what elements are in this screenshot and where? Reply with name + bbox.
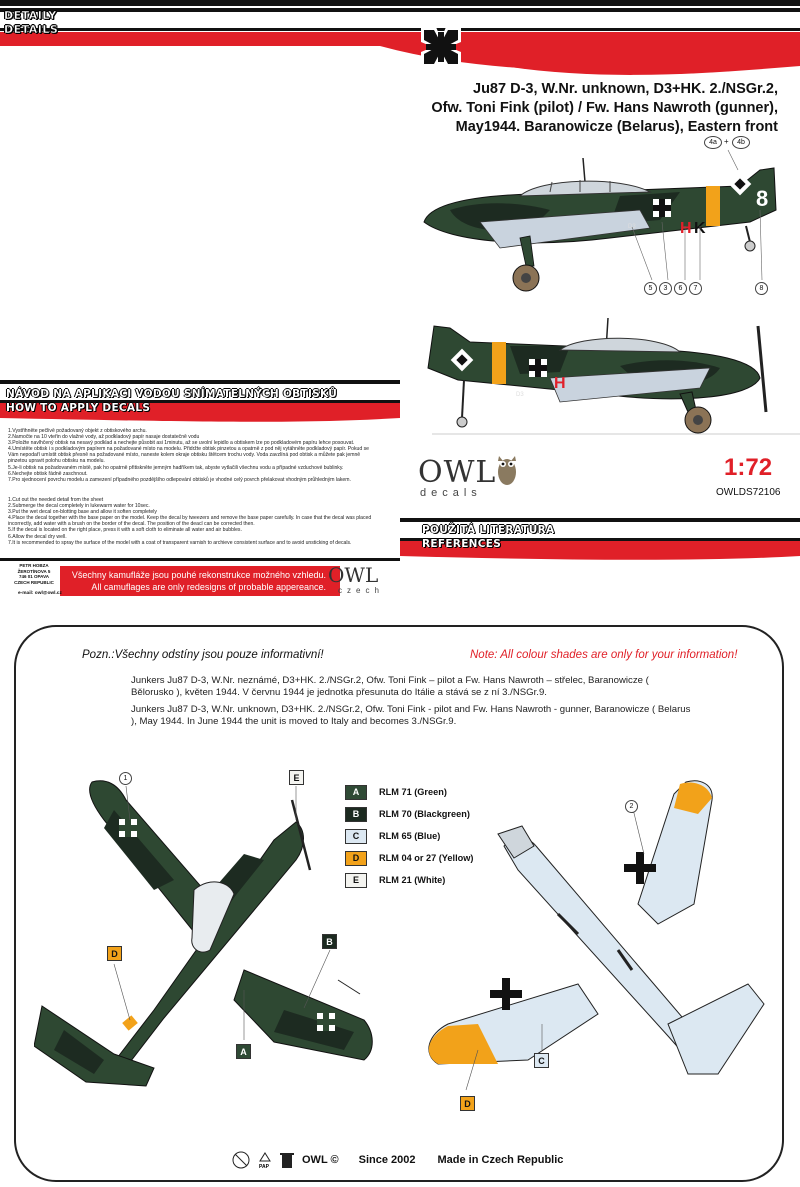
description-en: Junkers Ju87 D-3, W.Nr. unknown, D3+HK. 2./NSGr.2, Ofw. Toni Fink - pilot and Fw. Hans Nawroth - gunner, Baranowicze ( Belarus ), May 1944. In June 1944 the unit is moved to Italy and becomes 3./NSGr.9. — [131, 704, 691, 727]
plan-callout-c: C — [534, 1053, 549, 1068]
legend-swatch-c: C — [345, 829, 367, 844]
plan-callout-1: 1 — [119, 772, 132, 785]
address-line: 746 01 OPAVA — [18, 574, 49, 579]
callout-6: 6 — [674, 282, 687, 295]
aircraft-title — [358, 80, 778, 137]
legend-label-a: RLM 71 (Green) — [379, 787, 447, 797]
footer-made: Made in Czech Republic — [437, 1154, 564, 1166]
note-en: Note: All colour shades are only for your information! — [470, 649, 738, 661]
instr-cz-line: 2.Namočte na 10 vteřin do vlažné vody, až podkladový papír nasaje dostatečně vodu — [8, 434, 200, 441]
side-profile-right — [410, 312, 800, 442]
instr-cz-line: 7.Pro sjednocení povrchu modelu a zamezení případného pozdějšího odlepování obtisků je vhodné celý povrch přelakovat vhodným průhledným lakem. — [8, 476, 351, 483]
instr-en-line: 7.It is recommended to spray the surface of the model with a coat of transparent varnish to archieve consistent surface and to avoid unsticking of decals. — [8, 539, 352, 546]
instructions-tag-cz: NÁVOD NA APLIKACI VODOU SNÍMATELNÝCH OBTISKŮ — [6, 388, 338, 400]
references-tag-en: REFERENCES — [422, 538, 502, 550]
callout-8: 8 — [755, 282, 768, 295]
instr-cz-line: pinzetou upravit polohu obtisku na modelu. — [8, 458, 105, 465]
footer-since: Since 2002 — [358, 1154, 416, 1166]
instr-cz-line: Vám nepodaří umístit obtisk přesně na požadované místo, naneste kolem okraje obtisku štětcem trochu vody. Voda zavzlíná pod obtisk a můžete pak jemně — [8, 452, 361, 459]
references-tag-cz: POUŽITÁ LITERATURA — [422, 524, 555, 536]
address-line: CZECH REPUBLIC — [14, 579, 54, 585]
code-d3: D3 — [628, 224, 636, 230]
email-text: e-mail: owl@owl.cz — [18, 591, 62, 596]
owl-czech-logo: OWL — [328, 563, 379, 587]
camo-note-cz: Všechny kamufláže jsou pouhé rekonstrukce možného vzhledu. — [71, 570, 326, 580]
address-block — [6, 563, 62, 585]
product-code: OWLDS72106 — [716, 487, 781, 498]
tail-number-right: 8 — [428, 368, 441, 393]
camo-note-en: All camuflages are only redesigns of probable appereance. — [91, 582, 326, 592]
legend-label-d: RLM 04 or 27 (Yellow) — [379, 853, 474, 863]
trash-bin-icon — [280, 1151, 294, 1169]
plan-callout-d-top: D — [107, 946, 122, 961]
legend-label-e: RLM 21 (White) — [379, 875, 446, 885]
owl-bird-icon — [496, 452, 518, 486]
details-tag-cz: DETAILY — [4, 9, 57, 22]
address-line: PETR HOBZA — [19, 563, 49, 568]
instr-en-line: 4.Place the decal together with the base paper on the model. Keep the decal by tweezers and remove the base paper carefully. In case that the decal was placed — [8, 515, 372, 522]
code-h: H — [680, 220, 692, 237]
side-profile-left — [410, 130, 800, 310]
instr-en-line: 1.Cut out the needed detail from the sheet — [8, 497, 104, 503]
code-d3-right: D3 — [516, 392, 524, 398]
title-line-3: May1944. Baranowicze (Belarus), Eastern front — [455, 119, 778, 135]
callout-4b: 4b — [732, 136, 750, 149]
legend-label-b: RLM 70 (Blackgreen) — [379, 809, 470, 819]
top-view-plan — [34, 770, 374, 1150]
callout-3: 3 — [659, 282, 672, 295]
plan-callout-2: 2 — [625, 800, 638, 813]
plan-callout-e: E — [289, 770, 304, 785]
instr-cz-line: 6.Nechejte obtisk řádně zaschnout. — [8, 470, 88, 477]
footer-brand: OWL © — [302, 1154, 339, 1166]
instructions-cz — [8, 428, 396, 483]
description-cz: Junkers Ju87 D-3, W.Nr. neznámé, D3+HK. 2./NSGr.2, Ofw. Toni Fink – pilot a Fw. Hans Nawroth – střelec, Baranowicze ( Bělorusko ), květen 1944. V červnu 1944 je jednotka přesunuta do Itálie a stává se z ní 3./NSGr.9. — [131, 675, 649, 698]
note-cz: Pozn.:Všechny odstíny jsou pouze informativní! — [82, 649, 324, 661]
instr-en-line: 6.Allow the decal dry well. — [8, 533, 67, 540]
bottom-view-plan — [418, 774, 768, 1114]
legend-swatch-d: D — [345, 851, 367, 866]
legend-swatch-a: A — [345, 785, 367, 800]
recycle-icon — [256, 1151, 274, 1169]
instr-cz-line: 4.Umístěte obtisk i s podkladovým papírem na požadované místo na modelu. Přidržte obtisk pinzetou a opatrně z pod něj vytáhněte podkladový papír. Pokud se — [8, 446, 370, 453]
legend-swatch-b: B — [345, 807, 367, 822]
code-k: K — [694, 220, 706, 237]
tail-number: 8 — [756, 186, 769, 211]
legend-label-c: RLM 65 (Blue) — [379, 831, 441, 841]
title-line-1: Ju87 D-3, W.Nr. unknown, D3+HK. 2./NSGr.2, — [473, 81, 778, 97]
plan-callout-d-bottom: D — [460, 1096, 475, 1111]
instr-cz-line: 3.Položte navlhčený obtisk na nesavý podklad a nechejte působit asi 1minutu, až se uvolní lepidlo a obtiskem lze po podkladovém papíru lehce posouvat. — [8, 440, 355, 447]
scale-label: 1:72 — [724, 454, 773, 481]
address-line: ŽEROTÍNOVA 5 — [17, 568, 51, 574]
callout-5: 5 — [644, 282, 657, 295]
instructions-tag-en: HOW TO APPLY DECALS — [6, 402, 151, 414]
owl-logo: OWL — [418, 455, 497, 490]
instr-en-line: 5.If the decal is located on the right place, press it with a soft cloth to eliminate all water and air bubbles. — [8, 527, 242, 534]
footer — [232, 1151, 592, 1169]
instr-cz-line: 5.Je-li obtisk na požadovaném místě, pak ho opatrně přitiskněte jemným hadříkem tak, abyste vytlačili všechnu vodu a případné vzduchové bublinky. — [8, 464, 344, 471]
legend-swatch-e: E — [345, 873, 367, 888]
instructions-en — [8, 497, 396, 546]
owl-czech-sub: czech — [338, 586, 384, 595]
no-litter-icon — [232, 1151, 250, 1169]
plan-callout-b: B — [322, 934, 337, 949]
callout-7: 7 — [689, 282, 702, 295]
owl-logo-sub: decals — [420, 487, 482, 499]
callout-4a: 4a — [704, 136, 722, 149]
instr-en-line: 2.Submerge the decal completely in lukewarm water for 10sec. — [8, 503, 150, 510]
instr-en-line: incorrectly, add water with a brush on the border of the decal. The position of the deacl can be corrected then. — [8, 521, 255, 528]
plan-callout-a: A — [236, 1044, 251, 1059]
instr-en-line: 3.Put the wet decal on-blotting base and allow it soften completely — [8, 509, 157, 516]
pap-label: PAP — [259, 1164, 269, 1169]
details-tag-en: DETAILS — [4, 23, 59, 36]
title-line-2: Ofw. Toni Fink (pilot) / Fw. Hans Nawroth (gunner), — [431, 100, 778, 116]
code-h-right: H — [554, 375, 566, 392]
iron-cross-icon — [418, 24, 464, 70]
callout-plus: + — [724, 137, 729, 146]
instr-cz-line: 1.Vystřihněte pečlivě požadovaný objekt z obtiskového archu. — [8, 428, 147, 434]
